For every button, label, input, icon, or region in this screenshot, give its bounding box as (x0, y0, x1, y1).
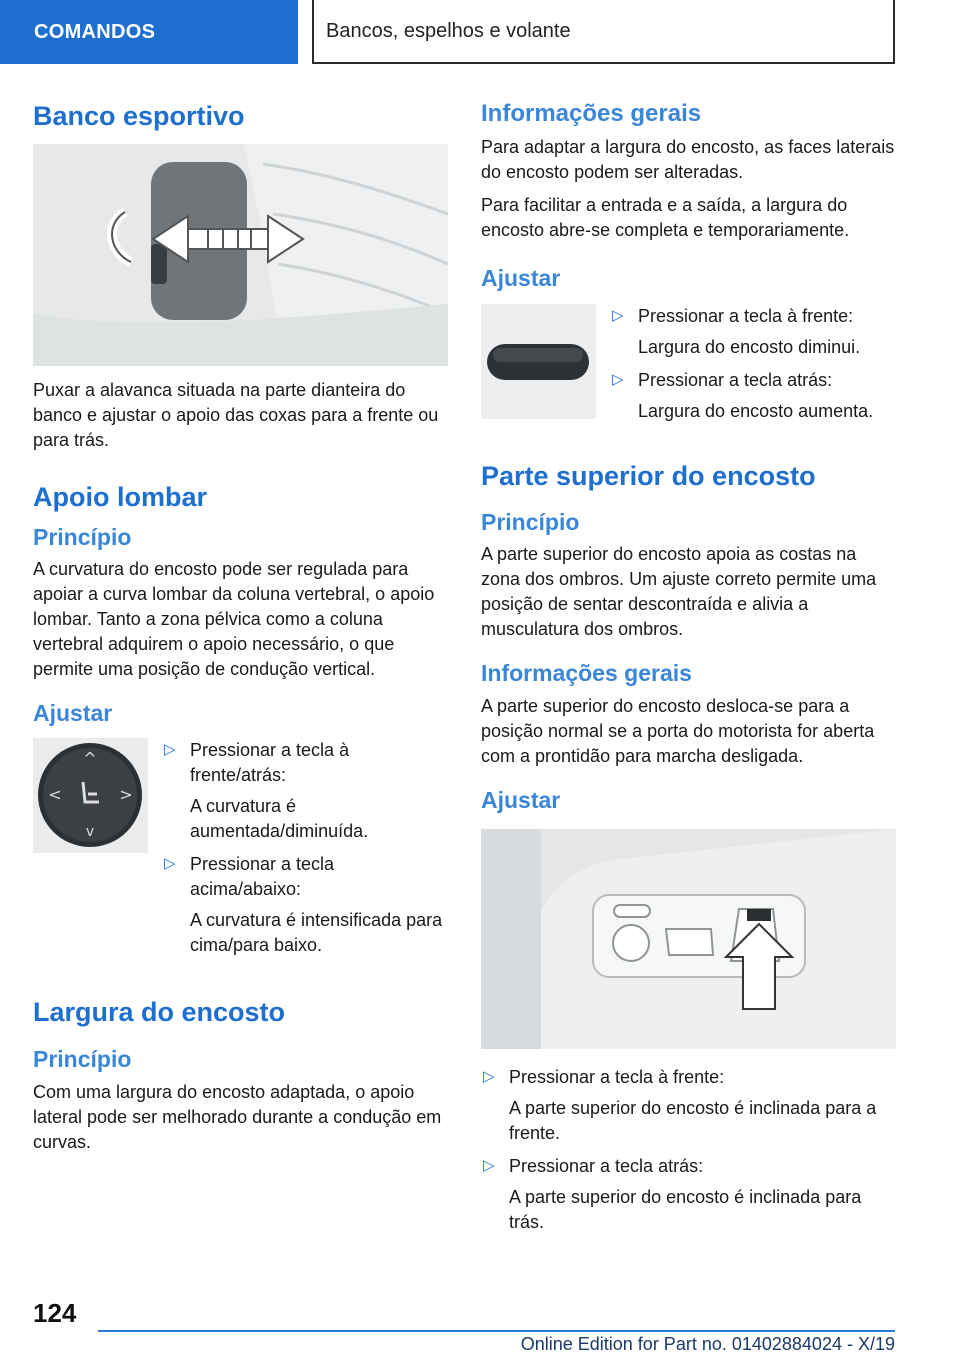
heading-banco-esportivo: Banco esportivo (33, 101, 245, 131)
text-principio-superior: A parte superior do encosto apoia as costas na zona dos ombros. Um ajuste correto permite uma posição de sentar descontraída e alivia a musculatura dos ombros. (481, 544, 877, 640)
step-result: A parte superior do encosto é inclinada para a frente. (509, 1097, 877, 1143)
bullet-triangle-icon: ▷ (483, 1067, 495, 1085)
heading-info-gerais-largura: Informações gerais (481, 100, 702, 127)
steps-lombar (162, 738, 448, 966)
step-largura-1 (610, 304, 896, 360)
step-action: Pressionar a tecla à frente: (509, 1066, 725, 1087)
svg-text:^: ^ (83, 748, 97, 768)
header-chapter (312, 0, 895, 64)
step-largura-2 (610, 368, 896, 424)
section-banco-esportivo (33, 100, 448, 453)
backrest-width-button (481, 304, 596, 419)
text-info-gerais-p1: Para adaptar a largura do encosto, as faces laterais do encosto podem ser alteradas. (481, 136, 895, 182)
bullet-triangle-icon: ▷ (483, 1156, 495, 1174)
section-largura-encosto (33, 996, 448, 1155)
seat-thigh-support-illustration (33, 144, 448, 366)
lumbar-control-knob (33, 738, 148, 853)
right-column (481, 100, 896, 1257)
text-info-gerais-p2: Para facilitar a entrada e a saída, a largura do encosto abre-se completa e temporariamente. (481, 194, 850, 240)
heading-apoio-lombar: Apoio lombar (33, 482, 207, 513)
caption-banco-esportivo: Puxar a alavanca situada na parte dianteira do banco e ajustar o apoio das coxas para a frente ou para trás. (33, 380, 439, 451)
svg-text:v: v (85, 823, 95, 840)
section-info-gerais-largura (481, 100, 896, 243)
heading-ajustar-superior: Ajustar (481, 786, 561, 813)
step-superior-2 (481, 1154, 896, 1235)
steps-largura (610, 304, 896, 432)
heading-info-gerais-superior: Informações gerais (481, 660, 692, 687)
heading-principio-largura: Princípio (33, 1046, 132, 1073)
heading-largura-encosto: Largura do encosto (33, 996, 286, 1027)
header-section (0, 0, 298, 64)
step-lombar-1 (162, 738, 448, 844)
heading-principio-lombar: Princípio (33, 523, 132, 550)
bullet-triangle-icon: ▷ (612, 371, 624, 389)
heading-principio-superior: Princípio (481, 508, 580, 535)
page-number: 124 (33, 1298, 77, 1328)
seat-control-panel-illustration (481, 829, 896, 1049)
footer-edition: Online Edition for Part no. 01402884024 - X/19 (520, 1334, 895, 1354)
footer-divider (98, 1330, 895, 1332)
left-column (33, 100, 448, 1177)
step-action: Pressionar a tecla à frente/atrás: (190, 739, 350, 785)
step-action: Pressionar a tecla atrás: (638, 370, 833, 391)
step-action: Pressionar a tecla atrás: (509, 1155, 704, 1176)
heading-parte-superior: Parte superior do encosto (481, 461, 816, 492)
step-lombar-2 (162, 852, 448, 958)
section-ajustar-largura (481, 265, 896, 433)
step-superior-1 (481, 1065, 896, 1146)
step-result: A parte superior do encosto é inclinada para trás. (509, 1186, 862, 1232)
text-info-gerais-superior: A parte superior do encosto desloca-se para a posição normal se a porta do motorista for aberta com a prontidão para marcha desligada. (481, 695, 875, 766)
text-principio-lombar: A curvatura do encosto pode ser regulada para apoiar a curva lombar da coluna vertebral, o apoio lombar. Tanto a zona pélvica como a coluna vertebral adquirem o apoio necessário, o que permite uma posição de condução vertical. (33, 559, 435, 680)
heading-ajustar-lombar: Ajustar (33, 700, 113, 727)
svg-text:<: < (48, 784, 62, 804)
text-principio-largura: Com uma largura do encosto adaptada, o apoio lateral pode ser melhorado durante a condução em curvas. (33, 1081, 442, 1152)
step-action: Pressionar a tecla acima/abaixo: (190, 853, 335, 899)
step-result: A curvatura é aumentada/diminuída. (190, 795, 369, 841)
bullet-triangle-icon: ▷ (164, 740, 176, 758)
step-result: A curvatura é intensificada para cima/para baixo. (190, 909, 443, 955)
bullet-triangle-icon: ▷ (612, 307, 624, 325)
steps-superior (481, 1065, 896, 1235)
step-result: Largura do encosto aumenta. (638, 401, 874, 422)
bullet-triangle-icon: ▷ (164, 854, 176, 872)
lumbar-knob-illustration (33, 738, 148, 853)
width-button-illustration (481, 304, 596, 419)
section-apoio-lombar (33, 481, 448, 966)
seat-thigh-support-figure (33, 144, 448, 366)
step-result: Largura do encosto diminui. (638, 337, 861, 358)
section-parte-superior (481, 460, 896, 1234)
svg-text:>: > (119, 784, 133, 804)
header-chapter-label: Bancos, espelhos e volante (326, 19, 571, 42)
seat-control-panel-figure (481, 829, 896, 1049)
header-section-label: COMANDOS (34, 20, 156, 43)
step-action: Pressionar a tecla à frente: (638, 306, 854, 327)
heading-ajustar-largura: Ajustar (481, 264, 561, 291)
